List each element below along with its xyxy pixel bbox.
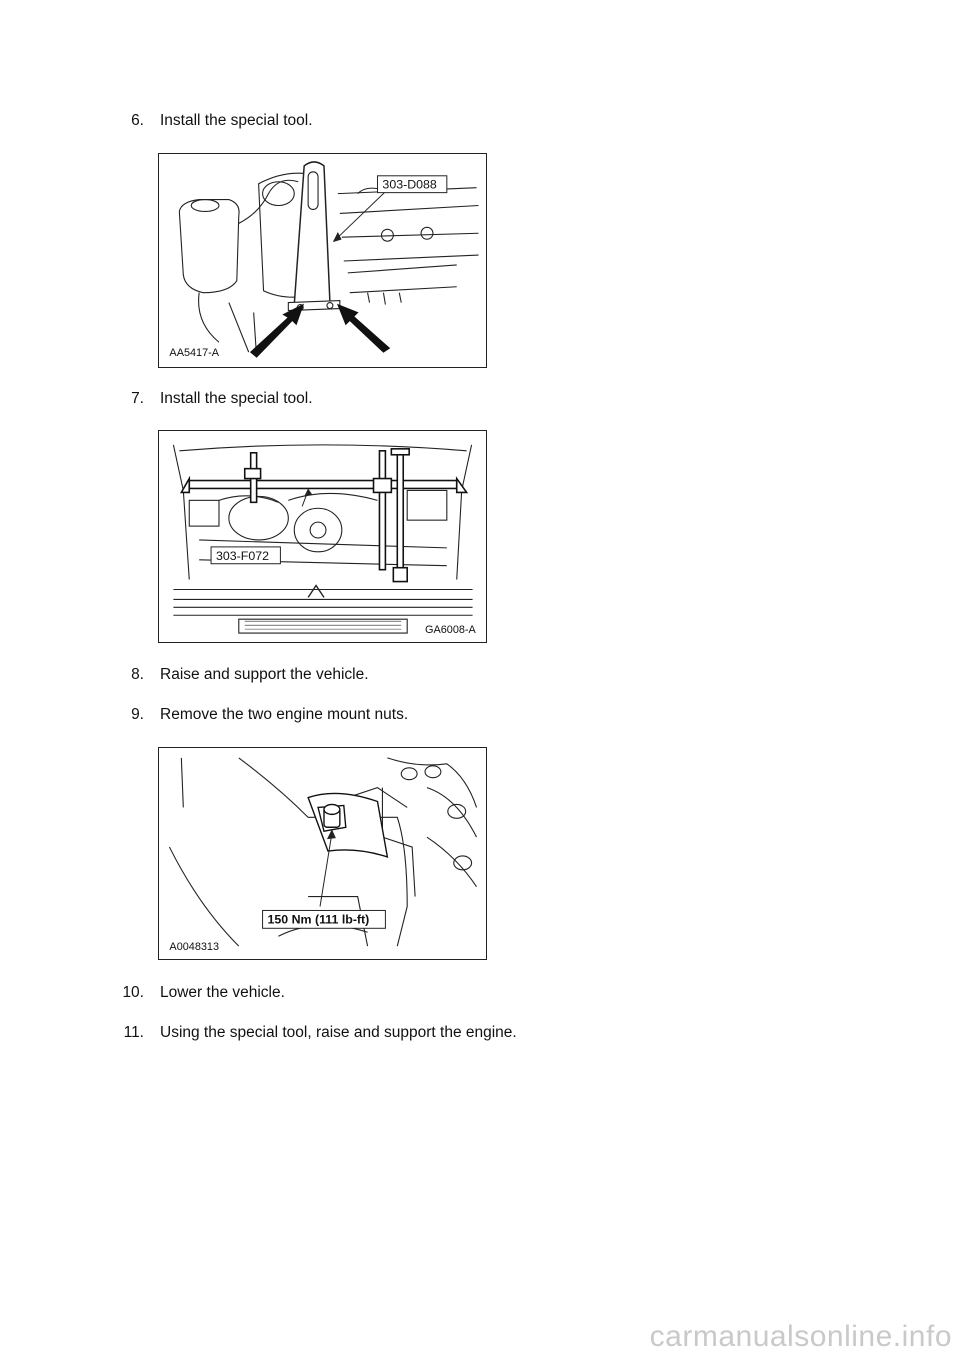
torque-callout: 150 Nm (111 lb-ft) — [267, 912, 370, 927]
tool-callout-303-f072: 303-F072 — [216, 548, 269, 563]
step-text: Remove the two engine mount nuts. — [160, 706, 409, 723]
step-text: Using the special tool, raise and support the engine. — [160, 1024, 517, 1041]
step-number: 9. — [131, 706, 144, 723]
step-number: 11. — [123, 1024, 144, 1041]
step-text: Install the special tool. — [160, 112, 313, 129]
engine-illustration-1 — [159, 154, 486, 367]
step-text: Raise and support the vehicle. — [160, 666, 369, 683]
site-watermark: carmanualsonline.info — [649, 1320, 952, 1353]
figure-id-label: GA6008-A — [425, 624, 476, 637]
engine-illustration-2 — [159, 431, 486, 642]
figure-engine-support-tool — [158, 153, 487, 368]
step-number: 8. — [131, 666, 144, 683]
figure-engine-mount-nut — [158, 747, 487, 960]
step-text: Lower the vehicle. — [160, 984, 285, 1001]
figure-id-label: AA5417-A — [169, 347, 220, 360]
figure-id-label: A0048313 — [169, 941, 220, 954]
step-text: Install the special tool. — [160, 390, 313, 407]
step-number: 7. — [131, 390, 144, 407]
figure-engine-lifting-bar — [158, 430, 487, 643]
step-number: 10. — [122, 984, 144, 1001]
engine-illustration-3 — [159, 748, 486, 959]
step-number: 6. — [131, 112, 144, 129]
tool-callout-303-d088: 303-D088 — [382, 177, 437, 192]
